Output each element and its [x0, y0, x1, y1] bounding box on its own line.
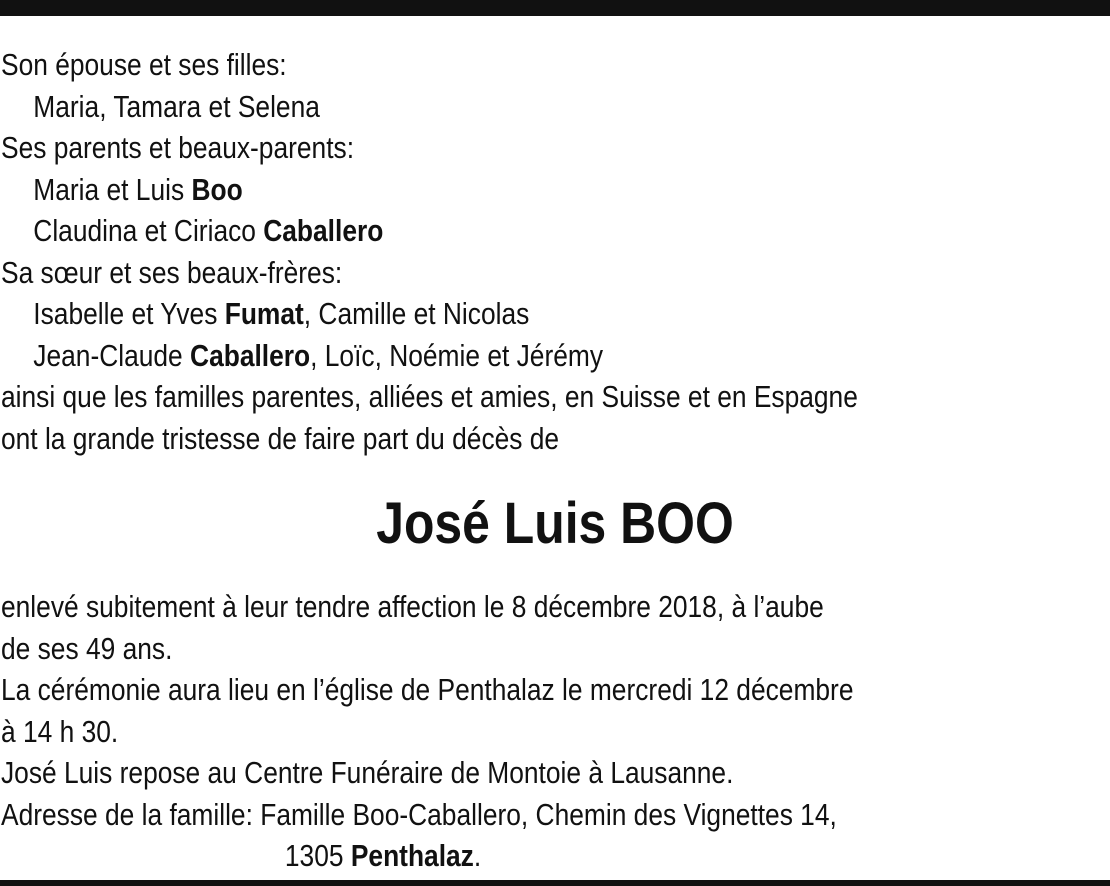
- families-line: ainsi que les familles parentes, alliées et amies, en Suisse et en Espagne: [1, 379, 858, 414]
- parents-given-2: Claudina et Ciriaco: [33, 213, 264, 248]
- rest-line: José Luis repose au Centre Funéraire de Montoie à Lausanne.: [1, 755, 734, 790]
- ceremony-line-2: à 14 h 30.: [1, 713, 119, 749]
- parents-given-1: Maria et Luis: [33, 171, 192, 207]
- siblings-rest-1: , Camille et Nicolas: [303, 296, 530, 331]
- spouse-names: Maria, Tamara et Selena: [33, 88, 320, 124]
- parents-surname-1: Boo: [191, 171, 243, 207]
- spouse-label: Son épouse et ses filles:: [1, 47, 287, 82]
- siblings-line-1: [1, 293, 943, 335]
- obituary-notice: [1, 44, 1109, 877]
- siblings-label: Sa sœur et ses beaux-frères:: [1, 254, 343, 290]
- parents-label: Ses parents et beaux-parents:: [1, 130, 355, 165]
- deceased-name: José Luis BOO: [376, 491, 734, 556]
- address-line-2: [1, 835, 943, 877]
- address-postcode: 1305: [284, 838, 351, 873]
- parents-line-1: [1, 169, 943, 211]
- top-rule: [0, 0, 1110, 16]
- ceremony-line-1: La cérémonie aura lieu en l’église de Penthalaz le mercredi 12 décembre: [1, 672, 854, 707]
- siblings-surname-2: Caballero: [190, 337, 311, 373]
- address-end: .: [473, 838, 482, 873]
- parents-line-2: [1, 210, 943, 252]
- deceased-name-block: [1, 459, 1109, 586]
- siblings-surname-1: Fumat: [224, 296, 304, 331]
- siblings-given-2: Jean-Claude: [33, 337, 191, 373]
- parents-surname-2: Caballero: [263, 213, 384, 248]
- address-town: Penthalaz: [350, 838, 474, 873]
- siblings-rest-2: , Loïc, Noémie et Jérémy: [310, 337, 604, 373]
- siblings-line-2: [1, 335, 943, 377]
- death-line-1: enlevé subitement à leur tendre affection le 8 décembre 2018, à l’aube: [1, 589, 824, 624]
- bottom-rule: [0, 880, 1110, 886]
- death-line-2: de ses 49 ans.: [1, 630, 173, 666]
- siblings-given-1: Isabelle et Yves: [33, 296, 225, 331]
- announce-line: ont la grande tristesse de faire part du décès de: [1, 420, 560, 456]
- address-line-1: Adresse de la famille: Famille Boo-Caballero, Chemin des Vignettes 14,: [1, 796, 837, 832]
